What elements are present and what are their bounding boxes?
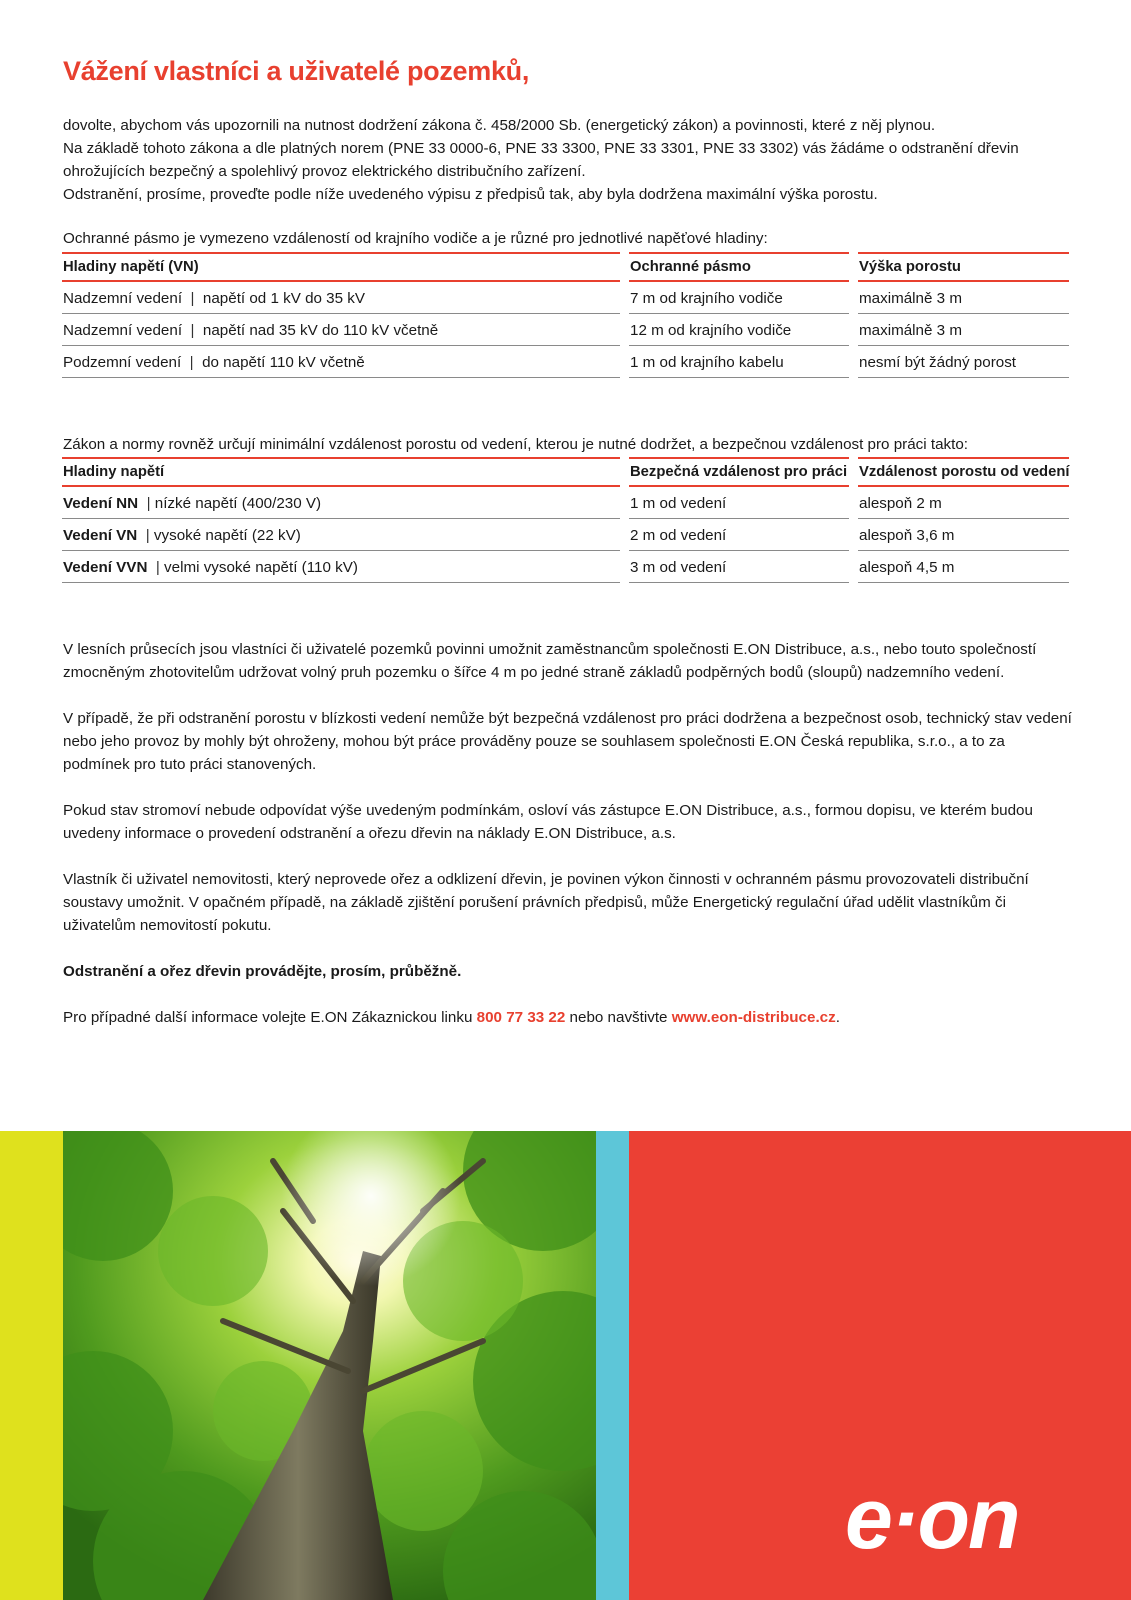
table-row — [62, 521, 1069, 553]
separator: | — [190, 322, 195, 339]
blue-color-band — [596, 1131, 629, 1600]
voltage-level-cell — [62, 284, 620, 314]
tree-canopy-photo — [63, 1131, 596, 1600]
line-name: Vedení VVN — [63, 559, 148, 576]
separator: | — [146, 495, 151, 512]
height-cell: nesmí být žádný porost — [858, 348, 1069, 378]
zone-cell: 12 m od krajního vodiče — [629, 316, 849, 346]
body-text — [63, 638, 1073, 1052]
voltage-detail: vysoké napětí (22 kV) — [153, 527, 301, 544]
paragraph: Pokud stav stromoví nebude odpovídat výše uvedeným podmínkám, osloví vás zástupce E.ON Distribuce, a.s., formou dopisu, ve kterém budou uvedeny informace o provedení odstranění a ořezu dřevin na náklady E.ON Distribuce, a.s. — [63, 802, 1033, 842]
table-row — [62, 489, 1069, 521]
safe-distance-cell: 1 m od vedení — [629, 489, 849, 519]
table-row — [62, 553, 1069, 585]
separator: | — [145, 527, 150, 544]
growth-distance-cell: alespoň 3,6 m — [858, 521, 1069, 551]
table-header-row — [62, 457, 1069, 489]
line-name: Vedení NN — [63, 495, 139, 512]
safe-distance-table — [62, 457, 1069, 585]
intro-line: dovolte, abychom vás upozornili na nutnost dodržení zákona č. 458/2000 Sb. (energetický zákon) a povinnosti, které z něj plynou. — [63, 117, 936, 134]
voltage-detail: velmi vysoké napětí (110 kV) — [164, 559, 358, 576]
line-type: Nadzemní vedení — [63, 290, 183, 307]
voltage-detail: napětí od 1 kV do 35 kV — [202, 290, 366, 307]
height-cell: maximálně 3 m — [858, 284, 1069, 314]
zone-cell: 1 m od krajního kabelu — [629, 348, 849, 378]
table-header-cell: Výška porostu — [858, 252, 1069, 282]
safe-distance-cell: 3 m od vedení — [629, 553, 849, 583]
table1-caption: Ochranné pásmo je vymezeno vzdáleností od krajního vodiče a je různé pro jednotlivé napěťové hladiny: — [63, 230, 768, 247]
voltage-level-cell — [62, 553, 620, 583]
table-header-cell: Bezpečná vzdálenost pro práci — [629, 457, 849, 487]
table-header-cell: Hladiny napětí (VN) — [62, 252, 620, 282]
voltage-detail: nízké napětí (400/230 V) — [154, 495, 322, 512]
growth-distance-cell: alespoň 4,5 m — [858, 553, 1069, 583]
phone-link[interactable]: 800 77 33 22 — [476, 1009, 566, 1026]
paragraph: V případě, že při odstranění porostu v blízkosti vedení nemůže být bezpečná vzdálenost pro práci dodržena a bezpečnost osob, technický stav vedení nebo jeho provoz by mohly být ohroženy, mohou být práce prováděny pouze se souhlasem společnosti E.ON Česká republika, s.r.o., a to za podmínek pro tuto práci stanovených. — [63, 710, 1072, 773]
voltage-detail: do napětí 110 kV včetně — [202, 354, 365, 371]
line-type: Podzemní vedení — [63, 354, 182, 371]
table-header-row — [62, 252, 1069, 284]
intro-text — [63, 114, 1073, 206]
contact-middle: nebo navštivte — [565, 1009, 672, 1026]
voltage-level-cell — [62, 521, 620, 551]
growth-distance-cell: alespoň 2 m — [858, 489, 1069, 519]
voltage-level-cell — [62, 316, 620, 346]
table-header-cell: Vzdálenost porostu od vedení — [858, 457, 1069, 487]
safe-distance-cell: 2 m od vedení — [629, 521, 849, 551]
table-header-cell: Ochranné pásmo — [629, 252, 849, 282]
voltage-level-cell — [62, 489, 620, 519]
contact-line — [63, 1006, 1073, 1029]
table-row — [62, 348, 1069, 380]
paragraph: Vlastník či uživatel nemovitosti, který neprovede ořez a odklizení dřevin, je povinen výkon činnosti v ochranném pásmu provozovateli distribuční soustavy umožnit. V opačném případě, na základě zjištění porušení právních předpisů, může Energetický regulační úřad udělit vlastníkům či uživatelům nemovitostí pokutu. — [63, 871, 1029, 934]
protection-zone-table — [62, 252, 1069, 380]
height-cell: maximálně 3 m — [858, 316, 1069, 346]
zone-cell: 7 m od krajního vodiče — [629, 284, 849, 314]
separator: | — [155, 559, 160, 576]
paragraph: V lesních průsecích jsou vlastníci či uživatelé pozemků povinni umožnit zaměstnancům společnosti E.ON Distribuce, a.s., nebo touto společností zmocněným zhotovitelům udržovat volný pruh pozemku o šířce 4 m po jedné straně základů podpěrných bodů (sloupů) nadzemního vedení. — [63, 641, 1037, 681]
line-name: Vedení VN — [63, 527, 138, 544]
line-type: Nadzemní vedení — [63, 322, 183, 339]
logo-text: e·on — [845, 1480, 1019, 1567]
bold-note: Odstranění a ořez dřevin provádějte, prosím, průběžně. — [63, 963, 462, 980]
website-link[interactable]: www.eon-distribuce.cz — [671, 1009, 836, 1026]
separator: | — [189, 354, 194, 371]
contact-prefix: Pro případné další informace volejte E.ON Zákaznickou linku — [63, 1009, 477, 1026]
table-row — [62, 284, 1069, 316]
eon-logo — [845, 1480, 1070, 1575]
table-header-cell: Hladiny napětí — [62, 457, 620, 487]
page-title: Vážení vlastníci a uživatelé pozemků, — [63, 56, 530, 86]
table-row — [62, 316, 1069, 348]
table2-caption: Zákon a normy rovněž určují minimální vzdálenost porostu od vedení, kterou je nutné dodržet, a bezpečnou vzdálenost pro práci takto: — [63, 436, 969, 453]
intro-line: Odstranění, prosíme, proveďte podle níže uvedeného výpisu z předpisů tak, aby byla dodržena maximální výška porostu. — [63, 186, 878, 203]
voltage-level-cell — [62, 348, 620, 378]
separator: | — [190, 290, 195, 307]
yellow-color-band — [0, 1131, 63, 1600]
intro-line: Na základě tohoto zákona a dle platných norem (PNE 33 0000-6, PNE 33 3300, PNE 33 3301, PNE 33 3302) vás žádáme o odstranění dřevin ohrožujících bezpečný a spolehlivý provoz elektrického distribučního zařízení. — [63, 140, 1019, 180]
voltage-detail: napětí nad 35 kV do 110 kV včetně — [202, 322, 439, 339]
contact-suffix: . — [835, 1009, 840, 1026]
